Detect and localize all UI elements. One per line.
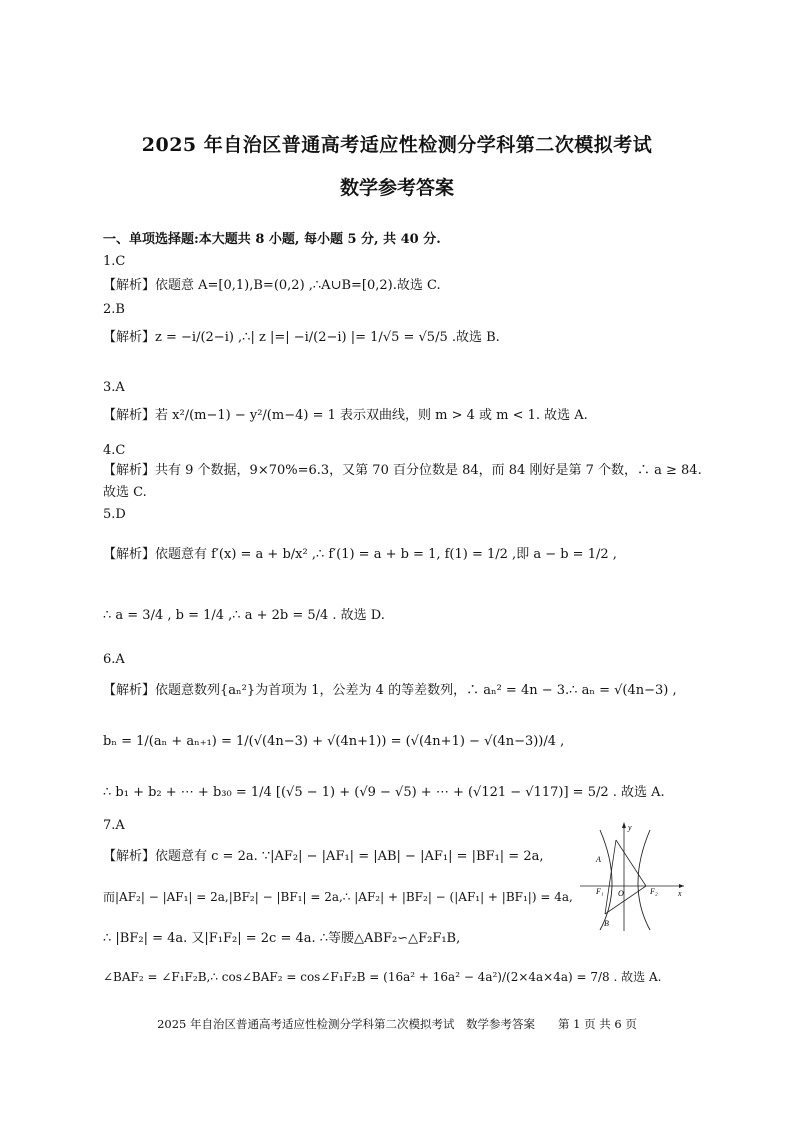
q6-answer: 6.A	[103, 652, 125, 667]
point-B-label: B	[604, 919, 609, 928]
q2-text: z = −i/(2−i) ,∴| z |=| −i/(2−i) |= 1/√5 = √5/5 .故选 B.	[155, 330, 500, 345]
segment-AB	[605, 840, 616, 914]
analysis-tag: 【解析】	[103, 330, 156, 345]
page-title: 2025 年自治区普通高考适应性检测分学科第二次模拟考试	[141, 134, 653, 156]
focus-F2-label: F₂	[650, 887, 658, 896]
q2-answer: 2.B	[103, 302, 125, 317]
q5-answer: 5.D	[103, 507, 126, 522]
page-subtitle: 数学参考答案	[339, 177, 454, 199]
analysis-tag: 【解析】	[103, 849, 156, 864]
q6-solution-cont2: ∴ b₁ + b₂ + ⋯ + b₃₀ = 1/4 [(√5 − 1) + (√9 − √5) + ⋯ + (√121 − √117)] = 5/2 . 故选 A.	[103, 785, 665, 800]
q4-solution	[103, 463, 702, 479]
q6-solution-cont: bₙ = 1/(aₙ + aₙ₊₁) = 1/(√(4n−3) + √(4n+1)) = (√(4n+1) − √(4n−3))/4 ,	[103, 734, 565, 749]
x-axis-label: x	[678, 889, 682, 898]
q4-solution-cont: 故选 C.	[103, 485, 147, 500]
q1-answer: 1.C	[103, 254, 126, 269]
hyperbola-right-branch	[638, 830, 650, 930]
q6-solution	[103, 683, 677, 699]
q7-solution	[103, 849, 543, 865]
q1-solution	[103, 278, 441, 294]
analysis-tag: 【解析】	[103, 547, 156, 562]
analysis-tag: 【解析】	[103, 278, 156, 293]
q2-solution	[103, 330, 500, 346]
q4-text: 共有 9 个数据，9×70%=6.3，又第 70 百分位数是 84，而 84 刚好是第 7 个数，∴ a ≥ 84.	[155, 463, 702, 478]
q1-text: 依题意 A=[0,1),B=(0,2) ,∴A∪B=[0,2).故选 C.	[155, 278, 441, 293]
y-axis-label: y	[628, 823, 632, 832]
q5-solution-cont: ∴ a = 3/4 , b = 1/4 ,∴ a + 2b = 5/4 . 故选 D.	[103, 608, 385, 623]
q6-text: 依题意数列{aₙ²}为首项为 1，公差为 4 的等差数列，∴ aₙ² = 4n − 3.∴ aₙ = √(4n−3) ,	[155, 683, 677, 698]
analysis-tag: 【解析】	[103, 408, 156, 423]
q3-solution	[103, 408, 588, 424]
q7-solution-cont: 而|AF₂| − |AF₁| = 2a,|BF₂| − |BF₁| = 2a,∴ |AF₂| + |BF₂| − (|AF₁| + |BF₁|) = 4a,	[103, 890, 573, 904]
segment-AF2	[616, 840, 646, 886]
q5-solution	[103, 547, 617, 563]
analysis-tag: 【解析】	[103, 683, 156, 698]
point-A-label: A	[596, 855, 601, 864]
q7-text: 依题意有 c = 2a. ∵|AF₂| − |AF₁| = |AB| − |AF₁| = |BF₁| = 2a,	[155, 849, 544, 864]
q3-answer: 3.A	[103, 380, 125, 395]
q5-text: 依题意有 f′(x) = a + b/x² ,∴ f′(1) = a + b = 1, f(1) = 1/2 ,即 a − b = 1/2 ,	[155, 547, 617, 562]
page-footer: 2025 年自治区普通高考适应性检测分学科第二次模拟考试 数学参考答案 第 1 页 共 6 页	[157, 1017, 637, 1031]
q7-solution-cont2: ∴ |BF₂| = 4a. 又|F₁F₂| = 2c = 4a. ∴等腰△ABF₂∽△F₂F₁B,	[103, 931, 461, 946]
hyperbola-figure	[578, 818, 688, 933]
q7-answer: 7.A	[103, 818, 125, 833]
q3-text: 若 x²/(m−1) − y²/(m−4) = 1 表示双曲线，则 m > 4 或 m < 1. 故选 A.	[155, 408, 588, 423]
analysis-tag: 【解析】	[103, 463, 156, 478]
origin-label: O	[618, 889, 624, 898]
focus-F1-label: F₁	[596, 887, 604, 896]
q7-solution-cont3: ∠BAF₂ = ∠F₁F₂B,∴ cos∠BAF₂ = cos∠F₁F₂B = (16a² + 16a² − 4a²)/(2×4a×4a) = 7/8 . 故选 A.	[103, 970, 662, 984]
section-heading: 一、单项选择题:本大题共 8 小题, 每小题 5 分, 共 40 分.	[103, 232, 441, 247]
q4-answer: 4.C	[103, 443, 126, 458]
